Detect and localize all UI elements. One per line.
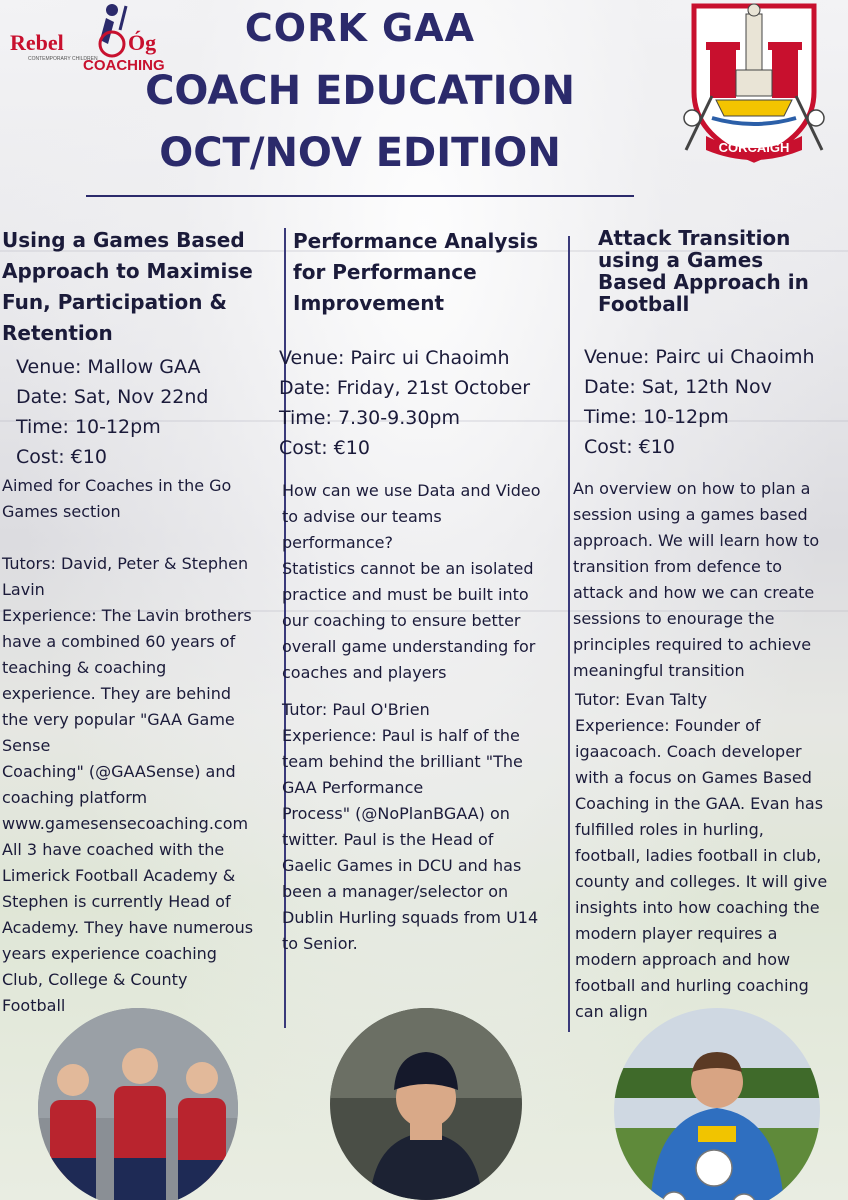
cork-crest-logo — [676, 0, 832, 166]
course-3-title: Attack Transition using a Games Based Approach in Football — [598, 226, 809, 316]
course-3-tutor-info: Tutor: Evan Talty Experience: Founder of igaacoach. Coach developer with a focus on Games Based Coaching in the GAA. Evan has fulfilled roles in hurling, football, ladies football in club, county and colleges. It will give insights into how coaching the modern player requires a modern approach and how football and hurling coaching can align — [575, 690, 828, 1021]
header-line-1: CORK GAA — [244, 6, 476, 50]
course-2-venue: Venue: Pairc ui Chaoimh — [279, 347, 510, 369]
course-3-cost: Cost: €10 — [584, 436, 675, 458]
course-1-venue: Venue: Mallow GAA — [16, 356, 201, 378]
course-3-description: An overview on how to plan a session using a games based approach. We will learn how to transition from defence to attack and how we can create sessions to enourage the principles required to achieve meaningful transition — [573, 479, 820, 680]
course-1-date: Date: Sat, Nov 22nd — [16, 386, 209, 408]
tutor-evan-talty-photo — [614, 1008, 820, 1200]
logo-rebel-text: Rebel — [10, 30, 64, 55]
course-3-details — [584, 342, 846, 462]
course-1-details — [16, 352, 276, 472]
course-1-description: Aimed for Coaches in the Go Games section — [2, 476, 232, 521]
logo-coaching-text: COACHING — [83, 57, 165, 74]
course-1-tutor-info: Tutors: David, Peter & Stephen Lavin Experience: The Lavin brothers have a combined 60 years of teaching & coaching experience. They are behind the very popular "GAA Game Sense Coaching" (@GAASense) and coaching platform www.gamesensecoaching.com All 3 have coached with the Limerick Football Academy & Stephen is currently Head of Academy. They have numerous years experience coaching Club, College & County Football — [2, 554, 254, 1015]
header-divider — [86, 195, 634, 197]
course-2-details — [279, 343, 569, 463]
course-2-cost: Cost: €10 — [279, 437, 370, 459]
crest-banner-text: CORCAIGH — [718, 140, 790, 155]
course-1-title: Using a Games Based Approach to Maximise Fun, Participation & Retention — [2, 228, 253, 345]
course-2-title: Performance Analysis for Performance Improvement — [293, 229, 539, 315]
course-2-description: How can we use Data and Video to advise our teams performance? Statistics cannot be an isolated practice and must be built into our coaching to ensure better overall game understanding for coaches and players — [282, 481, 541, 682]
logo-og-text: Óg — [128, 30, 157, 55]
header-line-2: COACH EDUCATION — [145, 68, 575, 114]
course-2-time: Time: 7.30-9.30pm — [279, 407, 460, 429]
course-3-venue: Venue: Pairc ui Chaoimh — [584, 346, 815, 368]
tutor-paul-obrien-photo — [330, 1008, 522, 1200]
tutors-lavin-photo — [38, 1008, 238, 1200]
course-3-time: Time: 10-12pm — [584, 406, 729, 428]
course-3-date: Date: Sat, 12th Nov — [584, 376, 772, 398]
course-1-cost: Cost: €10 — [16, 446, 107, 468]
logo-subtext: CONTEMPORARY CHILDREN — [28, 56, 98, 62]
course-2-tutor-info: Tutor: Paul O'Brien Experience: Paul is half of the team behind the brilliant "The GAA Performance Process" (@NoPlanBGAA) on twitter. Paul is the Head of Gaelic Games in DCU and has been a manager/selector on Dublin Hurling squads from U14 to Senior. — [282, 700, 539, 953]
course-2-date: Date: Friday, 21st October — [279, 377, 531, 399]
header-line-3: OCT/NOV EDITION — [159, 130, 561, 176]
course-1-time: Time: 10-12pm — [16, 416, 161, 438]
